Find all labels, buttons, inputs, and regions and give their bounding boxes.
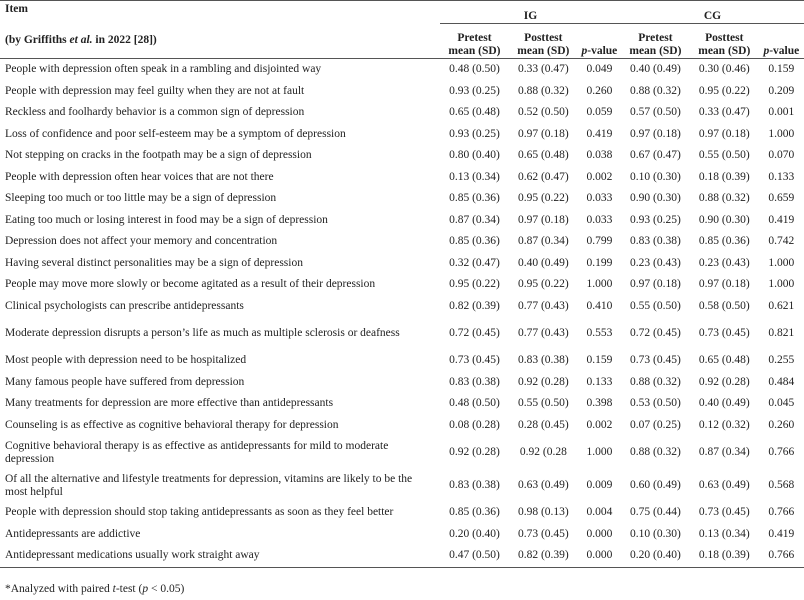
ig-posttest-cell: 0.97 (0.18)	[517, 213, 569, 226]
cg-pretest-cell: 0.07 (0.25)	[630, 418, 681, 431]
cg-posttest-cell: 0.92 (0.28)	[698, 375, 750, 388]
ig-pvalue-cell: 0.059	[586, 106, 613, 119]
ig-pvalue-cell: 0.002	[586, 170, 613, 183]
ig-posttest-cell: 0.77 (0.43)	[517, 299, 569, 312]
cg-pretest-cell: 0.88 (0.32)	[630, 375, 681, 388]
ig-pvalue-cell: 0.009	[586, 479, 613, 491]
ig-pretest-cell: 0.85 (0.36)	[449, 192, 500, 205]
ig-posttest-cell: 0.65 (0.48)	[517, 149, 569, 162]
ig-pretest-cell: 0.87 (0.34)	[449, 213, 500, 226]
cg-pvalue-cell: 1.000	[768, 127, 795, 140]
footnote-p: p	[142, 583, 149, 595]
ig-pvalue-cell: 0.199	[586, 256, 613, 269]
table-body	[0, 59, 804, 568]
row-item-label: People with depression often speak in a rambling and disjointed way	[5, 63, 322, 76]
cg-pretest-cell: 0.88 (0.32)	[630, 446, 681, 458]
cg-posttest-cell: 0.95 (0.22)	[698, 84, 750, 97]
ig-pretest-cell: 0.13 (0.34)	[449, 170, 500, 183]
row-item-label: Most people with depression need to be hospitalized	[5, 354, 247, 367]
table-row	[0, 145, 804, 167]
cg-posttest-cell: 0.23 (0.43)	[698, 256, 750, 269]
row-item-label: Counseling is as effective as cognitive behavioral therapy for depression	[5, 418, 339, 431]
cg-pretest-line1: Pretest	[638, 32, 673, 44]
ig-pvalue-cell: 0.133	[586, 375, 613, 388]
cg-pvalue-cell: 0.659	[768, 192, 795, 205]
ig-pretest-cell: 0.83 (0.38)	[449, 375, 500, 388]
row-item-label: People with depression may feel guilty when they are not at fault	[5, 84, 305, 97]
cg-posttest-cell: 0.87 (0.34)	[698, 446, 750, 458]
cg-posttest-cell: 0.97 (0.18)	[698, 278, 750, 291]
cg-posttest-header	[690, 24, 759, 59]
row-item-label: Many famous people have suffered from depression	[5, 375, 245, 388]
table-row	[0, 469, 804, 502]
cg-posttest-cell: 0.65 (0.48)	[698, 354, 750, 367]
ig-pretest-line1: Pretest	[457, 32, 492, 44]
cg-pretest-cell: 0.40 (0.49)	[630, 63, 681, 76]
ig-pvalue-p: p	[581, 45, 588, 57]
cg-pvalue-cell: 0.821	[768, 327, 795, 339]
cg-pvalue-cell: 0.621	[768, 299, 795, 312]
cg-pretest-cell: 0.75 (0.44)	[630, 506, 681, 519]
ig-posttest-cell: 0.62 (0.47)	[517, 170, 569, 183]
row-item-label: People may move more slowly or become agitated as a result of their depression	[5, 278, 376, 291]
cg-pretest-cell: 0.88 (0.32)	[630, 84, 681, 97]
ig-pvalue-header	[578, 24, 621, 59]
row-item-label: Clinical psychologists can prescribe antidepressants	[5, 299, 244, 312]
ig-posttest-cell: 0.87 (0.34)	[517, 235, 569, 248]
cg-pretest-cell: 0.97 (0.18)	[630, 278, 681, 291]
cg-pretest-cell: 0.73 (0.45)	[630, 354, 681, 367]
cg-pvalue-cell: 0.070	[768, 149, 795, 162]
ig-pretest-cell: 0.92 (0.28)	[449, 446, 500, 458]
cg-pretest-cell: 0.53 (0.50)	[630, 397, 681, 410]
row-item-label: Having several distinct personalities may be a sign of depression	[5, 256, 303, 269]
cg-pretest-cell: 0.72 (0.45)	[630, 327, 681, 339]
cg-pvalue-cell: 0.766	[759, 545, 804, 567]
ig-pretest-cell: 0.83 (0.38)	[449, 479, 500, 491]
cg-pretest-cell: 0.60 (0.49)	[630, 479, 681, 491]
ig-pvalue-cell: 0.000	[578, 545, 621, 567]
cg-pvalue-p: p	[763, 45, 770, 57]
header-sub-row	[0, 24, 804, 59]
row-item-label: Moderate depression disrupts a person’s life as much as multiple sclerosis or deafness	[5, 327, 400, 339]
cg-pretest-line2: mean (SD)	[629, 45, 682, 57]
ig-pretest-cell: 0.93 (0.25)	[449, 127, 500, 140]
table-row	[0, 436, 804, 469]
table-row	[0, 124, 804, 146]
cg-posttest-cell: 0.97 (0.18)	[698, 127, 750, 140]
cg-pvalue-cell: 0.255	[768, 354, 795, 367]
cg-posttest-cell: 0.18 (0.39)	[698, 170, 750, 183]
ig-posttest-cell: 0.95 (0.22)	[517, 278, 569, 291]
ig-pretest-cell: 0.08 (0.28)	[449, 418, 500, 431]
cg-pvalue-cell: 0.133	[768, 170, 795, 183]
cg-posttest-cell: 0.58 (0.50)	[698, 299, 750, 312]
cg-pvalue-cell: 0.045	[768, 397, 795, 410]
cg-pvalue-cell: 1.000	[768, 278, 795, 291]
ig-pretest-cell: 0.95 (0.22)	[449, 278, 500, 291]
ig-posttest-cell: 0.52 (0.50)	[517, 106, 569, 119]
ig-posttest-header	[509, 24, 578, 59]
ig-pvalue-cell: 0.419	[586, 127, 613, 140]
ig-pretest-cell: 0.93 (0.25)	[449, 84, 500, 97]
ig-pretest-cell: 0.48 (0.50)	[449, 63, 500, 76]
cg-pretest-cell: 0.93 (0.25)	[630, 213, 681, 226]
ig-pretest-header	[440, 24, 509, 59]
table-header	[0, 1, 804, 59]
cg-pvalue-cell: 0.766	[768, 506, 795, 519]
cg-posttest-cell: 0.73 (0.45)	[698, 506, 750, 519]
ig-pretest-cell: 0.73 (0.45)	[449, 354, 500, 367]
ig-posttest-cell: 0.55 (0.50)	[517, 397, 569, 410]
ig-pretest-cell: 0.32 (0.47)	[449, 256, 500, 269]
row-item-label: Sleeping too much or too little may be a sign of depression	[5, 192, 277, 205]
ig-pvalue-cell: 0.159	[586, 354, 613, 367]
ig-posttest-cell: 0.88 (0.32)	[517, 84, 569, 97]
ig-posttest-cell: 0.33 (0.47)	[517, 63, 569, 76]
cg-pvalue-header	[759, 24, 804, 59]
source-prefix: (by Griffiths	[5, 34, 70, 47]
table-row	[0, 393, 804, 415]
footnote-prefix: *Analyzed with paired	[5, 583, 113, 595]
group-header-ig: IG	[440, 1, 621, 24]
ig-pretest-cell: 0.47 (0.50)	[440, 545, 509, 567]
ig-pvalue-cell: 0.033	[586, 213, 613, 226]
ig-pvalue-cell: 0.398	[586, 397, 613, 410]
cg-pvalue-cell: 0.001	[768, 106, 795, 119]
ig-posttest-cell: 0.40 (0.49)	[517, 256, 569, 269]
cg-pvalue-cell: 0.159	[768, 63, 795, 76]
table-row	[0, 502, 804, 524]
table-row	[0, 231, 804, 253]
row-item-label: Cognitive behavioral therapy is as effective as antidepressants for mild to moderate depression	[5, 439, 389, 465]
ig-pvalue-cell: 0.033	[586, 192, 613, 205]
footnote-t: t	[112, 583, 116, 595]
ig-posttest-cell: 0.28 (0.45)	[517, 418, 569, 431]
cg-pretest-cell: 0.90 (0.30)	[630, 192, 681, 205]
ig-posttest-line2: mean (SD)	[517, 45, 570, 57]
source-etal: et al.	[69, 34, 93, 47]
row-item-label: Loss of confidence and poor self-esteem may be a symptom of depression	[5, 127, 346, 140]
ig-posttest-cell: 0.95 (0.22)	[517, 192, 569, 205]
ig-pvalue-cell: 0.260	[586, 84, 613, 97]
cg-pretest-cell: 0.83 (0.38)	[630, 235, 681, 248]
row-item-label: People with depression should stop taking antidepressants as soon as they feel better	[5, 506, 394, 519]
cg-pretest-cell: 0.57 (0.50)	[630, 106, 681, 119]
group-header-cg: CG	[621, 1, 804, 24]
table-row	[0, 81, 804, 103]
ig-pvalue-cell: 1.000	[586, 278, 613, 291]
table-row	[0, 59, 804, 81]
ig-pretest-cell: 0.85 (0.36)	[449, 235, 500, 248]
cg-pvalue-cell: 0.568	[768, 479, 795, 491]
cg-posttest-cell: 0.40 (0.49)	[698, 397, 750, 410]
cg-posttest-cell: 0.90 (0.30)	[698, 213, 750, 226]
ig-posttest-cell: 0.83 (0.38)	[517, 354, 569, 367]
ig-pvalue-cell: 0.002	[586, 418, 613, 431]
table-row	[0, 372, 804, 394]
ig-pvalue-cell: 0.049	[586, 63, 613, 76]
cg-pvalue-cell: 0.209	[768, 84, 795, 97]
table-row	[0, 210, 804, 232]
table-row	[0, 317, 804, 350]
row-item-label: Antidepressants are addictive	[5, 527, 141, 540]
ig-pretest-cell: 0.72 (0.45)	[449, 327, 500, 339]
table-footnote	[5, 582, 184, 596]
cg-pvalue-cell: 0.766	[768, 446, 795, 458]
source-suffix: in 2022 [28])	[92, 34, 157, 47]
row-item-label: Antidepressant medications usually work straight away	[0, 545, 440, 567]
ig-pretest-cell: 0.82 (0.39)	[449, 299, 500, 312]
cg-posttest-cell: 0.30 (0.46)	[698, 63, 750, 76]
footnote-suffix: < 0.05)	[148, 583, 185, 595]
row-item-label: Reckless and foolhardy behavior is a common sign of depression	[5, 106, 305, 119]
cg-pvalue-cell: 1.000	[768, 256, 795, 269]
cg-posttest-cell: 0.13 (0.34)	[698, 527, 750, 540]
ig-pvalue-cell: 0.000	[586, 527, 613, 540]
cg-pretest-cell: 0.10 (0.30)	[630, 170, 681, 183]
cg-pvalue-cell: 0.260	[768, 418, 795, 431]
cg-posttest-cell: 0.85 (0.36)	[698, 235, 750, 248]
table-row	[0, 188, 804, 210]
cg-pretest-cell: 0.10 (0.30)	[630, 527, 681, 540]
table-row	[0, 415, 804, 437]
table-row	[0, 167, 804, 189]
table-row	[0, 253, 804, 275]
cg-pretest-cell: 0.67 (0.47)	[630, 149, 681, 162]
row-item-label: Depression does not affect your memory and concentration	[5, 235, 278, 248]
ig-pvalue-cell: 0.038	[586, 149, 613, 162]
cg-pvalue-cell: 0.742	[768, 235, 795, 248]
ig-pretest-cell: 0.65 (0.48)	[449, 106, 500, 119]
ig-posttest-cell: 0.92 (0.28)	[517, 375, 569, 388]
cg-posttest-cell: 0.88 (0.32)	[698, 192, 750, 205]
cg-pretest-cell: 0.23 (0.43)	[630, 256, 681, 269]
cg-posttest-cell: 0.55 (0.50)	[698, 149, 750, 162]
ig-posttest-cell: 0.97 (0.18)	[517, 127, 569, 140]
cg-pretest-cell: 0.97 (0.18)	[630, 127, 681, 140]
ig-pretest-cell: 0.80 (0.40)	[449, 149, 500, 162]
item-column-header: Item	[5, 3, 28, 15]
table-row	[0, 274, 804, 296]
row-item-label: People with depression often hear voices that are not there	[5, 170, 274, 183]
cg-pvalue-rest: -value	[769, 45, 800, 57]
ig-posttest-cell: 0.82 (0.39)	[509, 545, 578, 567]
cg-posttest-cell: 0.33 (0.47)	[698, 106, 750, 119]
ig-posttest-cell: 0.98 (0.13)	[517, 506, 569, 519]
ig-pvalue-cell: 0.410	[586, 299, 613, 312]
cg-posttest-cell: 0.12 (0.32)	[698, 418, 750, 431]
ig-pretest-cell: 0.85 (0.36)	[449, 506, 500, 519]
cg-posttest-cell: 0.73 (0.45)	[698, 327, 750, 339]
source-citation	[0, 24, 440, 59]
cg-posttest-cell: 0.63 (0.49)	[698, 479, 750, 491]
cg-posttest-cell: 0.18 (0.39)	[690, 545, 759, 567]
cg-pretest-header	[621, 24, 690, 59]
ig-posttest-cell: 0.77 (0.43)	[517, 327, 569, 339]
header-group-row	[0, 1, 804, 24]
table-row	[0, 350, 804, 372]
ig-posttest-line1: Posttest	[524, 32, 563, 44]
ig-pvalue-cell: 0.553	[586, 327, 613, 339]
ig-pretest-cell: 0.20 (0.40)	[449, 527, 500, 540]
table-row	[0, 296, 804, 318]
cg-pvalue-cell: 0.419	[768, 213, 795, 226]
row-item-label: Eating too much or losing interest in food may be a sign of depression	[5, 213, 328, 226]
ig-pvalue-rest: -value	[587, 45, 618, 57]
table-row	[0, 102, 804, 124]
ig-pvalue-cell: 1.000	[586, 446, 613, 458]
row-item-label: Of all the alternative and lifestyle treatments for depression, vitamins are likely to be the most helpful	[5, 472, 413, 498]
ig-posttest-cell: 0.92 (0.28	[519, 446, 567, 458]
footnote-test: -test (	[115, 583, 143, 595]
cg-pretest-cell: 0.20 (0.40)	[621, 545, 690, 567]
row-item-label: Not stepping on cracks in the footpath may be a sign of depression	[5, 149, 312, 162]
cg-pretest-cell: 0.55 (0.50)	[630, 299, 681, 312]
ig-posttest-cell: 0.73 (0.45)	[517, 527, 569, 540]
row-item-label: Many treatments for depression are more effective than antidepressants	[5, 397, 334, 410]
table-row	[0, 545, 804, 567]
ig-pvalue-cell: 0.004	[586, 506, 613, 519]
ig-pretest-cell: 0.48 (0.50)	[449, 397, 500, 410]
cg-posttest-line2: mean (SD)	[698, 45, 751, 57]
cg-pvalue-cell: 0.484	[768, 375, 795, 388]
cg-posttest-line1: Posttest	[705, 32, 744, 44]
cg-pvalue-cell: 0.419	[768, 527, 795, 540]
ig-pretest-line2: mean (SD)	[448, 45, 501, 57]
ig-posttest-cell: 0.63 (0.49)	[517, 479, 569, 491]
table-row	[0, 524, 804, 546]
ig-pvalue-cell: 0.799	[586, 235, 613, 248]
